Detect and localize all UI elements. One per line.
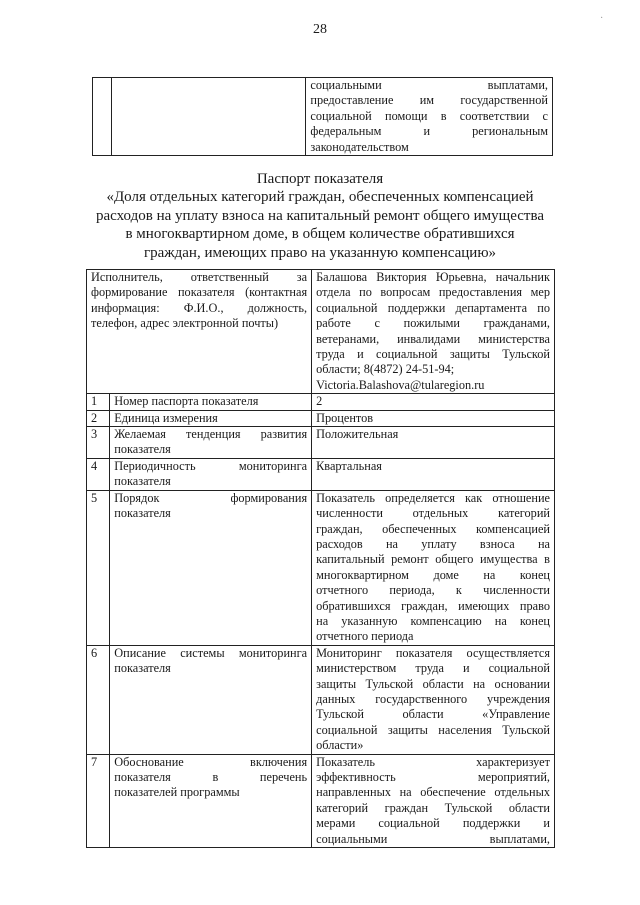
top-line: федеральным и региональным (310, 124, 548, 139)
row-label (110, 645, 312, 754)
row-value-line: капитальный ремонт общего имущества в (316, 552, 550, 567)
row-label-line: Номер паспорта показателя (114, 394, 259, 409)
top-line: социальными выплатами, (310, 78, 548, 92)
exec-value-line: Балашова Виктория Юрьевна, начальник (316, 270, 550, 284)
row-value-line: расходов на уплату взноса на (316, 536, 550, 551)
exec-value-line: Victoria.Balashova@tularegion.ru (316, 377, 485, 392)
row-value-line: Показатель определяется как отношение (316, 490, 550, 505)
page-number: 28 (313, 22, 327, 37)
passport-title (60, 170, 580, 262)
row-value-line: на указанную компенсацию на конец (316, 613, 550, 628)
passport-row (87, 394, 555, 410)
top-line: социальной помощи в соответствии с (310, 108, 548, 123)
exec-value-line: труда и социальной защиты Тульской (316, 347, 550, 362)
row-number: 7 (87, 754, 110, 847)
passport-row (87, 458, 555, 490)
row-value-line: численности отдельных категорий (316, 506, 550, 521)
top-line: законодательством (310, 139, 409, 154)
exec-value-line: работе с пожилыми гражданами, (316, 316, 550, 331)
row-value-line: социальными выплатами, (316, 831, 550, 846)
row-number: 4 (87, 458, 110, 490)
executor-row (87, 270, 555, 394)
title-line: Паспорт показателя (256, 171, 384, 187)
row-number: 3 (87, 427, 110, 459)
title-line: граждан, имеющих право на указанную компенсацию» (143, 244, 497, 261)
exec-value-line: области; 8(4872) 24-51-94; (316, 362, 455, 377)
row-value-line: данных государственного учреждения (316, 691, 550, 706)
row-number: 6 (87, 645, 110, 754)
row-value (312, 754, 555, 847)
row-label-line: показателя (114, 661, 171, 676)
row-label (110, 410, 312, 426)
exec-label-line: информация: Ф.И.О., должность, (91, 300, 308, 315)
passport-row (87, 645, 555, 754)
row-value-line: защиты Тульской области на основании (316, 676, 550, 691)
row-label-line: показателя в перечень (114, 770, 308, 784)
row-value (312, 458, 555, 490)
row-value-line: министерством труда и социальной (316, 661, 550, 676)
row-value-line: многоквартирном доме на конец (316, 567, 550, 582)
row-number: 2 (87, 410, 110, 426)
passport-row (87, 427, 555, 459)
exec-value-line: отдела по вопросам предоставления мер (316, 285, 550, 300)
passport-table (86, 269, 555, 848)
row-label-line: Обоснование включения (114, 754, 308, 769)
row-value-line: направленных на обеспечение отдельных (316, 785, 550, 800)
row-number: 1 (87, 394, 110, 410)
passport-row (87, 754, 555, 847)
row-value-line: отчетного периода (316, 629, 414, 644)
top-table-text-cell (306, 78, 553, 156)
row-value-line: Тульской области «Управление (316, 707, 550, 722)
row-value-line: социальной защиты населения Тульской (316, 722, 550, 737)
row-label (110, 458, 312, 490)
row-value-line: Положительная (316, 427, 399, 442)
row-value-line: обратившихся граждан, имеющих право (316, 598, 550, 613)
row-number: 5 (87, 490, 110, 645)
row-value (312, 490, 555, 645)
top-line: предоставление им государственной (310, 93, 548, 108)
row-label (110, 394, 312, 410)
exec-label-line: формирование показателя (контактная (91, 285, 308, 300)
row-value-line: области» (316, 738, 364, 753)
row-label (110, 490, 312, 645)
row-value-line: мерами социальной поддержки и (316, 816, 550, 831)
row-value-line: граждан, обеспеченных компенсацией (316, 521, 550, 536)
row-value-line: категорий граждан Тульской области (316, 800, 550, 815)
row-value-line: Мониторинг показателя осуществляется (316, 645, 550, 660)
row-label-line: показателя (114, 506, 171, 521)
scan-mark: · (600, 13, 604, 24)
row-label-line: Желаемая тенденция развития (114, 427, 308, 442)
row-label-line: Порядок формирования (114, 490, 308, 505)
row-value-line: Показатель характеризует (316, 754, 550, 769)
passport-row (87, 410, 555, 426)
row-label-line: показателя (114, 442, 171, 457)
executor-value-cell (312, 270, 555, 394)
title-line: в многоквартирном доме, в общем количестве обратившихся (125, 226, 515, 243)
row-value (312, 410, 555, 426)
exec-value-line: социальной поддержки департамента по (316, 300, 550, 315)
row-value (312, 394, 555, 410)
row-label-line: Описание системы мониторинга (114, 645, 308, 660)
row-label-line: показателя (114, 474, 171, 489)
row-value (312, 427, 555, 459)
exec-label-line: Исполнитель, ответственный за (91, 270, 308, 284)
row-value-line: Квартальная (316, 458, 382, 473)
row-label (110, 754, 312, 847)
row-label (110, 427, 312, 459)
row-value-line: отчетного периода, к численности (316, 583, 550, 598)
row-value (312, 645, 555, 754)
row-value-line: эффективность мероприятий, (316, 770, 550, 784)
executor-label-cell (87, 270, 312, 394)
exec-label-line: телефон, адрес электронной почты) (91, 316, 279, 331)
top-table-num-cell (93, 78, 112, 156)
top-table-label-cell (112, 78, 306, 156)
title-line: расходов на уплату взноса на капитальный ремонт общего имущества (95, 207, 544, 224)
row-value-line: Процентов (316, 410, 374, 425)
top-table (92, 77, 553, 156)
passport-row (87, 490, 555, 645)
row-label-line: Единица измерения (114, 410, 218, 425)
row-label-line: Периодичность мониторинга (114, 458, 308, 473)
row-label-line: показателей программы (114, 785, 240, 800)
exec-value-line: ветеранами, инвалидами министерства (316, 331, 550, 346)
row-value-line: 2 (316, 394, 323, 409)
title-line: «Доля отдельных категорий граждан, обеспеченных компенсацией (106, 189, 534, 206)
